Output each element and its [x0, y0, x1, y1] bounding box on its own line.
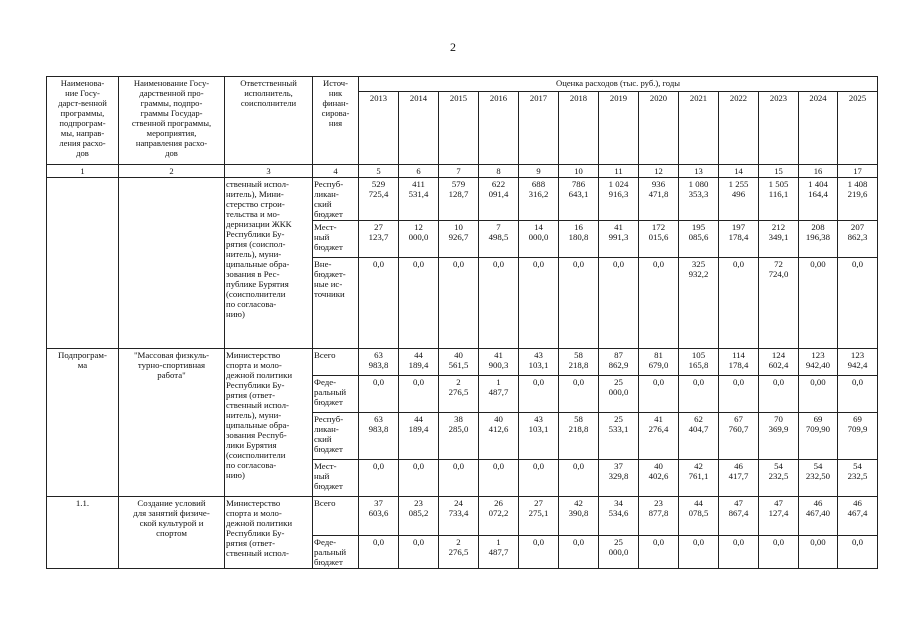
header-col-executor: Ответственный исполнитель, соисполнители	[225, 77, 313, 165]
expense-value-cell: 69 709,90	[799, 413, 838, 460]
expense-value-cell: 0,0	[399, 536, 439, 569]
executor-cell: ственный испол- нитель), Мини- стерство строи- тельства и мо- дернизации ЖКК Республики Бу- рятия (соиспол- нитель), муни- ципальные обра- зования в Рес- публике Бурятия (соисполнители по согласова- нию)	[225, 178, 313, 349]
expense-value-cell: 1 024 916,3	[599, 178, 639, 221]
expense-value-cell: 37 603,6	[359, 497, 399, 536]
expense-value-cell: 195 085,6	[679, 221, 719, 258]
expense-value-cell: 0,0	[519, 258, 559, 349]
header-col-name: Наименование Госу- дарственной про- граммы, подпро- граммы Государ- ственной программы, мероприятия, направления расхо- дов	[119, 77, 225, 165]
funding-source-cell: Феде- ральный бюджет	[313, 376, 359, 413]
expense-value-cell: 0,0	[519, 376, 559, 413]
expense-value-cell: 43 103,1	[519, 349, 559, 376]
expense-value-cell: 0,0	[559, 536, 599, 569]
expense-value-cell: 105 165,8	[679, 349, 719, 376]
expense-value-cell: 40 412,6	[479, 413, 519, 460]
year-header: 2025	[838, 92, 878, 165]
expense-value-cell: 1 487,7	[479, 536, 519, 569]
expense-value-cell: 0,0	[838, 376, 878, 413]
expense-value-cell: 1 255 496	[719, 178, 759, 221]
expense-value-cell: 42 761,1	[679, 460, 719, 497]
column-number: 14	[719, 165, 759, 178]
year-header: 2020	[639, 92, 679, 165]
column-number: 10	[559, 165, 599, 178]
expense-value-cell: 25 000,0	[599, 536, 639, 569]
expense-value-cell: 0,0	[519, 460, 559, 497]
activity-name-cell	[119, 178, 225, 349]
expense-value-cell: 0,0	[759, 536, 799, 569]
funding-source-cell: Респуб- ликан- ский бюджет	[313, 413, 359, 460]
expense-value-cell: 27 123,7	[359, 221, 399, 258]
expense-value-cell: 208 196,38	[799, 221, 838, 258]
year-header: 2019	[599, 92, 639, 165]
expense-value-cell: 0,0	[639, 536, 679, 569]
expense-value-cell: 12 000,0	[399, 221, 439, 258]
funding-source-cell: Респуб- ликан- ский бюджет	[313, 178, 359, 221]
funding-source-cell: Феде- ральный бюджет	[313, 536, 359, 569]
expense-value-cell: 0,0	[399, 376, 439, 413]
column-number: 11	[599, 165, 639, 178]
column-number: 13	[679, 165, 719, 178]
funding-source-cell: Всего	[313, 497, 359, 536]
expense-value-cell: 0,0	[679, 536, 719, 569]
expense-value-cell: 37 329,8	[599, 460, 639, 497]
year-header: 2017	[519, 92, 559, 165]
expense-value-cell: 0,0	[759, 376, 799, 413]
expense-value-cell: 0,0	[719, 536, 759, 569]
expense-value-cell: 0,0	[479, 460, 519, 497]
expense-value-cell: 0,0	[559, 460, 599, 497]
funding-source-cell: Всего	[313, 349, 359, 376]
expense-value-cell: 46 417,7	[719, 460, 759, 497]
year-header: 2021	[679, 92, 719, 165]
expense-value-cell: 72 724,0	[759, 258, 799, 349]
expense-value-cell: 34 534,6	[599, 497, 639, 536]
expense-value-cell: 67 760,7	[719, 413, 759, 460]
expense-value-cell: 46 467,40	[799, 497, 838, 536]
expense-value-cell: 62 404,7	[679, 413, 719, 460]
activity-name-cell: "Массовая физкуль- турно-спортивная работа"	[119, 349, 225, 497]
expense-value-cell: 207 862,3	[838, 221, 878, 258]
expense-value-cell: 114 178,4	[719, 349, 759, 376]
expense-value-cell: 0,0	[639, 376, 679, 413]
year-header: 2015	[439, 92, 479, 165]
expense-value-cell: 0,0	[719, 376, 759, 413]
expense-value-cell: 24 733,4	[439, 497, 479, 536]
column-number: 9	[519, 165, 559, 178]
expense-value-cell: 579 128,7	[439, 178, 479, 221]
year-header: 2023	[759, 92, 799, 165]
funding-source-cell: Вне- бюджет- ные ис- точники	[313, 258, 359, 349]
header-estimate: Оценка расходов (тыс. руб.), годы	[359, 77, 878, 92]
expense-value-cell: 124 602,4	[759, 349, 799, 376]
column-number: 12	[639, 165, 679, 178]
expense-value-cell: 0,0	[439, 258, 479, 349]
expense-value-cell: 40 561,5	[439, 349, 479, 376]
expense-value-cell: 16 180,8	[559, 221, 599, 258]
column-number: 17	[838, 165, 878, 178]
column-number: 7	[439, 165, 479, 178]
year-header: 2024	[799, 92, 838, 165]
expense-value-cell: 325 932,2	[679, 258, 719, 349]
expense-value-cell: 411 531,4	[399, 178, 439, 221]
expense-value-cell: 0,00	[799, 258, 838, 349]
expense-value-cell: 0,0	[559, 376, 599, 413]
expense-value-cell: 2 276,5	[439, 536, 479, 569]
column-number: 6	[399, 165, 439, 178]
expense-value-cell: 0,0	[559, 258, 599, 349]
expense-value-cell: 44 189,4	[399, 349, 439, 376]
expense-value-cell: 936 471,8	[639, 178, 679, 221]
expense-value-cell: 0,0	[359, 376, 399, 413]
expense-value-cell: 23 877,8	[639, 497, 679, 536]
column-number: 4	[313, 165, 359, 178]
expense-value-cell: 25 533,1	[599, 413, 639, 460]
expense-value-cell: 69 709,9	[838, 413, 878, 460]
expense-value-cell: 43 103,1	[519, 413, 559, 460]
expenses-table	[46, 76, 878, 569]
expense-value-cell: 688 316,2	[519, 178, 559, 221]
expense-value-cell: 123 942,40	[799, 349, 838, 376]
expense-value-cell: 46 467,4	[838, 497, 878, 536]
expense-value-cell: 0,0	[599, 258, 639, 349]
expense-value-cell: 70 369,9	[759, 413, 799, 460]
expense-value-cell: 7 498,5	[479, 221, 519, 258]
expense-value-cell: 10 926,7	[439, 221, 479, 258]
year-header: 2022	[719, 92, 759, 165]
expense-value-cell: 41 276,4	[639, 413, 679, 460]
expense-value-cell: 42 390,8	[559, 497, 599, 536]
expense-value-cell: 0,00	[799, 536, 838, 569]
expense-value-cell: 1 408 219,6	[838, 178, 878, 221]
expense-value-cell: 41 991,3	[599, 221, 639, 258]
expense-value-cell: 622 091,4	[479, 178, 519, 221]
expense-value-cell: 14 000,0	[519, 221, 559, 258]
executor-cell: Министерство спорта и моло- дежной политики Республики Бу- рятия (ответ- ственный испол- нитель), муни- ципальные обра- зования Респуб- лики Бурятия (соисполнители по согласова- нию)	[225, 349, 313, 497]
column-number: 2	[119, 165, 225, 178]
expense-value-cell: 0,0	[359, 258, 399, 349]
expense-value-cell: 0,0	[719, 258, 759, 349]
expense-value-cell: 81 679,0	[639, 349, 679, 376]
expense-value-cell: 786 643,1	[559, 178, 599, 221]
executor-cell: Министерство спорта и моло- дежной политики Республики Бу- рятия (ответ- ственный испол-	[225, 497, 313, 569]
expense-value-cell: 123 942,4	[838, 349, 878, 376]
column-number: 3	[225, 165, 313, 178]
expense-value-cell: 0,00	[799, 376, 838, 413]
column-number: 15	[759, 165, 799, 178]
activity-name-cell: Создание условий для занятий физиче- ской культурой и спортом	[119, 497, 225, 569]
expense-value-cell: 63 983,8	[359, 349, 399, 376]
expense-value-cell: 54 232,5	[838, 460, 878, 497]
expense-value-cell: 58 218,8	[559, 349, 599, 376]
expense-value-cell: 54 232,50	[799, 460, 838, 497]
header-row	[47, 77, 878, 92]
expense-value-cell: 41 900,3	[479, 349, 519, 376]
expense-value-cell: 58 218,8	[559, 413, 599, 460]
expense-value-cell: 0,0	[838, 536, 878, 569]
year-header: 2013	[359, 92, 399, 165]
table-row	[47, 497, 878, 536]
expense-value-cell: 44 078,5	[679, 497, 719, 536]
program-cell: Подпрограм- ма	[47, 349, 119, 497]
expense-value-cell: 1 487,7	[479, 376, 519, 413]
table-row	[47, 349, 878, 376]
expense-value-cell: 63 983,8	[359, 413, 399, 460]
expense-value-cell: 44 189,4	[399, 413, 439, 460]
funding-source-cell: Мест- ный бюджет	[313, 221, 359, 258]
column-number: 16	[799, 165, 838, 178]
expense-value-cell: 0,0	[639, 258, 679, 349]
expense-value-cell: 2 276,5	[439, 376, 479, 413]
year-header: 2018	[559, 92, 599, 165]
expense-value-cell: 0,0	[679, 376, 719, 413]
expense-value-cell: 0,0	[359, 460, 399, 497]
year-header: 2016	[479, 92, 519, 165]
expense-value-cell: 0,0	[399, 258, 439, 349]
expense-value-cell: 1 505 116,1	[759, 178, 799, 221]
column-numbers-row	[47, 165, 878, 178]
expense-value-cell: 197 178,4	[719, 221, 759, 258]
expense-value-cell: 0,0	[399, 460, 439, 497]
expense-value-cell: 47 127,4	[759, 497, 799, 536]
expense-value-cell: 38 285,0	[439, 413, 479, 460]
column-number: 5	[359, 165, 399, 178]
column-number: 8	[479, 165, 519, 178]
expense-value-cell: 47 867,4	[719, 497, 759, 536]
expense-value-cell: 25 000,0	[599, 376, 639, 413]
expense-value-cell: 0,0	[359, 536, 399, 569]
expense-value-cell: 0,0	[439, 460, 479, 497]
column-number: 1	[47, 165, 119, 178]
expense-value-cell: 172 015,6	[639, 221, 679, 258]
page-number: 2	[450, 40, 456, 54]
expense-value-cell: 1 080 353,3	[679, 178, 719, 221]
expense-value-cell: 40 402,6	[639, 460, 679, 497]
expense-value-cell: 23 085,2	[399, 497, 439, 536]
table-row	[47, 178, 878, 221]
expense-value-cell: 26 072,2	[479, 497, 519, 536]
expense-value-cell: 0,0	[838, 258, 878, 349]
header-col-source: Источ- ник финан- сирова- ния	[313, 77, 359, 165]
expense-value-cell: 87 862,9	[599, 349, 639, 376]
year-header: 2014	[399, 92, 439, 165]
program-cell	[47, 178, 119, 349]
expense-value-cell: 0,0	[519, 536, 559, 569]
expense-value-cell: 54 232,5	[759, 460, 799, 497]
expense-value-cell: 0,0	[479, 258, 519, 349]
expense-value-cell: 529 725,4	[359, 178, 399, 221]
expense-value-cell: 27 275,1	[519, 497, 559, 536]
expense-value-cell: 1 404 164,4	[799, 178, 838, 221]
funding-source-cell: Мест- ный бюджет	[313, 460, 359, 497]
expense-value-cell: 212 349,1	[759, 221, 799, 258]
header-col-program: Наименова- ние Госу- дарст-венной программы, подпрограм- мы, направ- ления расхо- дов	[47, 77, 119, 165]
program-cell: 1.1.	[47, 497, 119, 569]
